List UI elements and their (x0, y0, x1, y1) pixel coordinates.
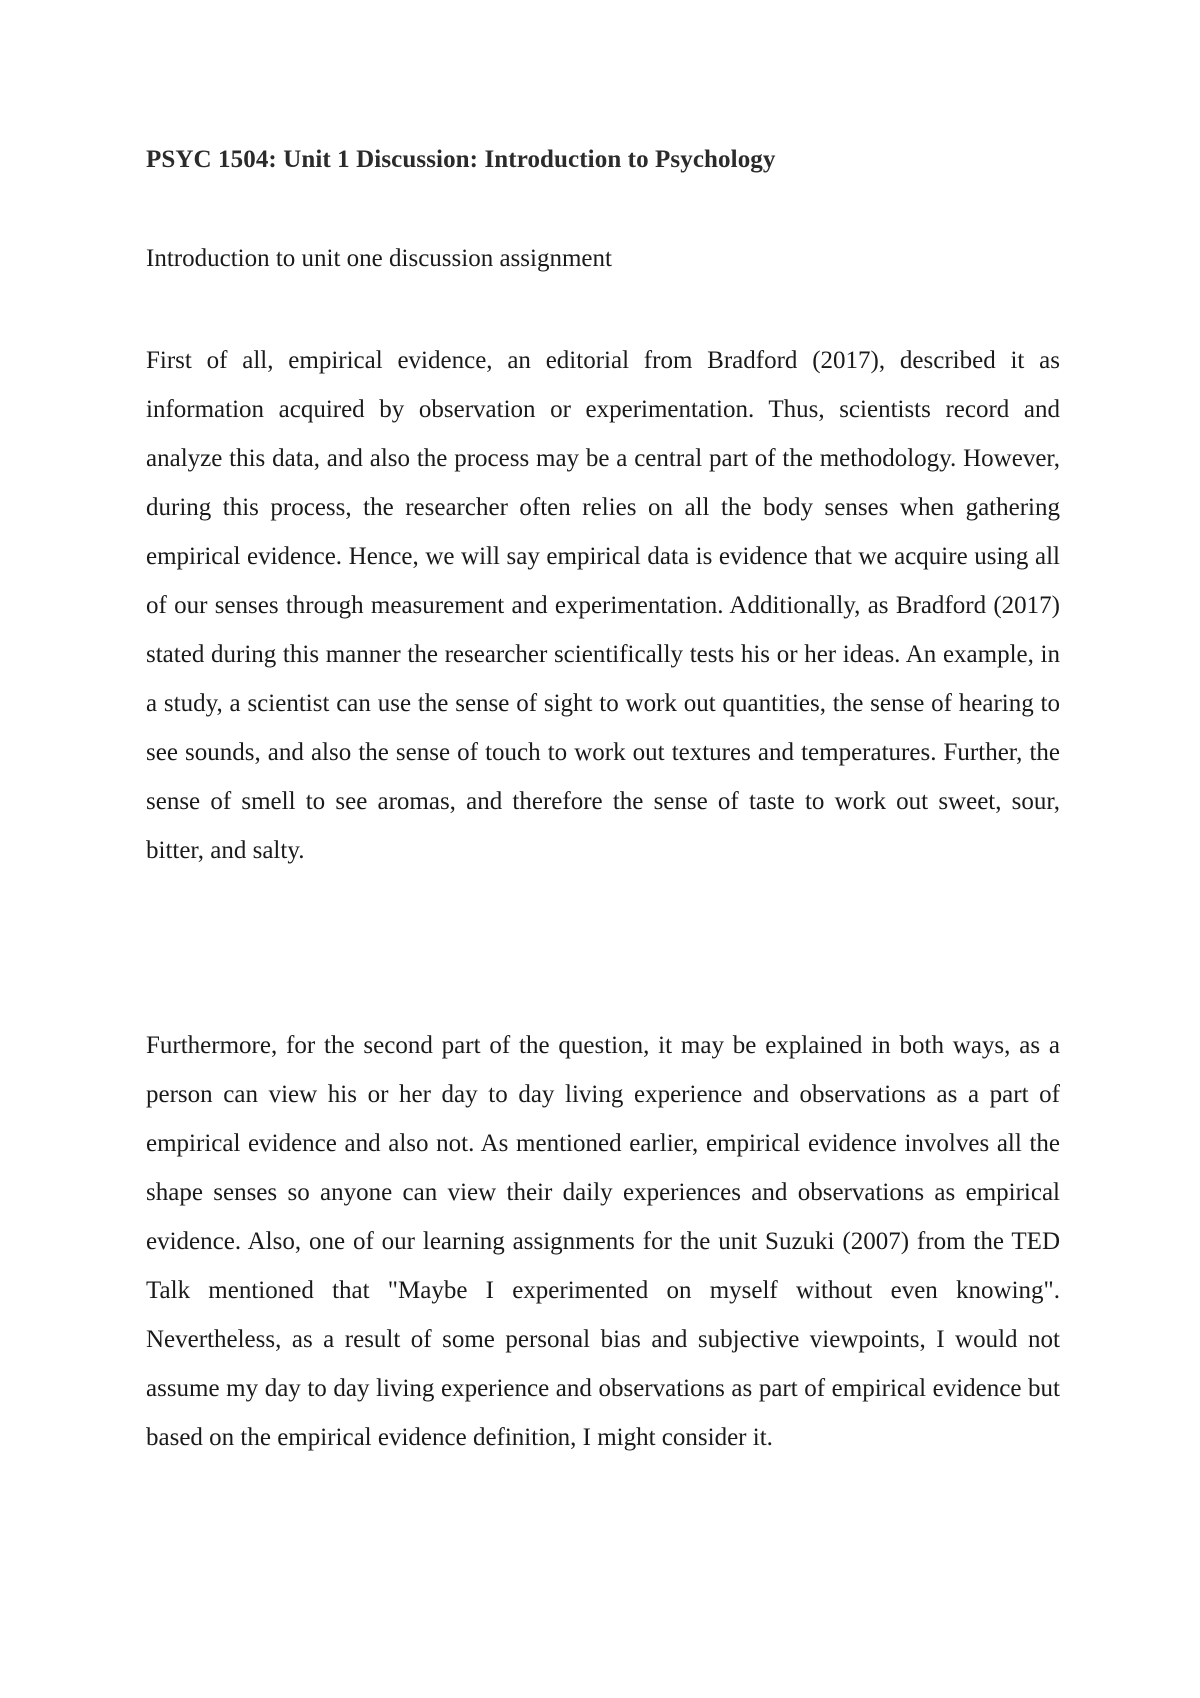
paragraph-empirical-evidence: First of all, empirical evidence, an editorial from Bradford (2017), described it as information acquired by observation or experimentation. Thus, scientists record and analyze this data, and also the process may be a central part of the methodology. However, during this process, the researcher often relies on all the body senses when gathering empirical evidence. Hence, we will say empirical data is evidence that we acquire using all of our senses through measurement and experimentation. Additionally, as Bradford (2017) stated during this manner the researcher scientifically tests his or her ideas. An example, in a study, a scientist can use the sense of sight to work out quantities, the sense of hearing to see sounds, and also the sense of touch to work out textures and temperatures. Further, the sense of smell to see aromas, and therefore the sense of taste to work out sweet, sour, bitter, and salty. (146, 347, 1060, 864)
section-subheading: Introduction to unit one discussion assignment (146, 245, 612, 272)
paragraph-daily-experience: Furthermore, for the second part of the question, it may be explained in both ways, as a person can view his or her day to day living experience and observations as a part of empirical evidence and also not. As mentioned earlier, empirical evidence involves all the shape senses so anyone can view their daily experiences and observations as empirical evidence. Also, one of our learning assignments for the unit Suzuki (2007) from the TED Talk mentioned that "Maybe I experimented on myself without even knowing". Nevertheless, as a result of some personal bias and subjective viewpoints, I would not assume my day to day living experience and observations as part of empirical evidence but based on the empirical evidence definition, I might consider it. (146, 1032, 1060, 1451)
document-title: PSYC 1504: Unit 1 Discussion: Introduction to Psychology (146, 146, 776, 173)
